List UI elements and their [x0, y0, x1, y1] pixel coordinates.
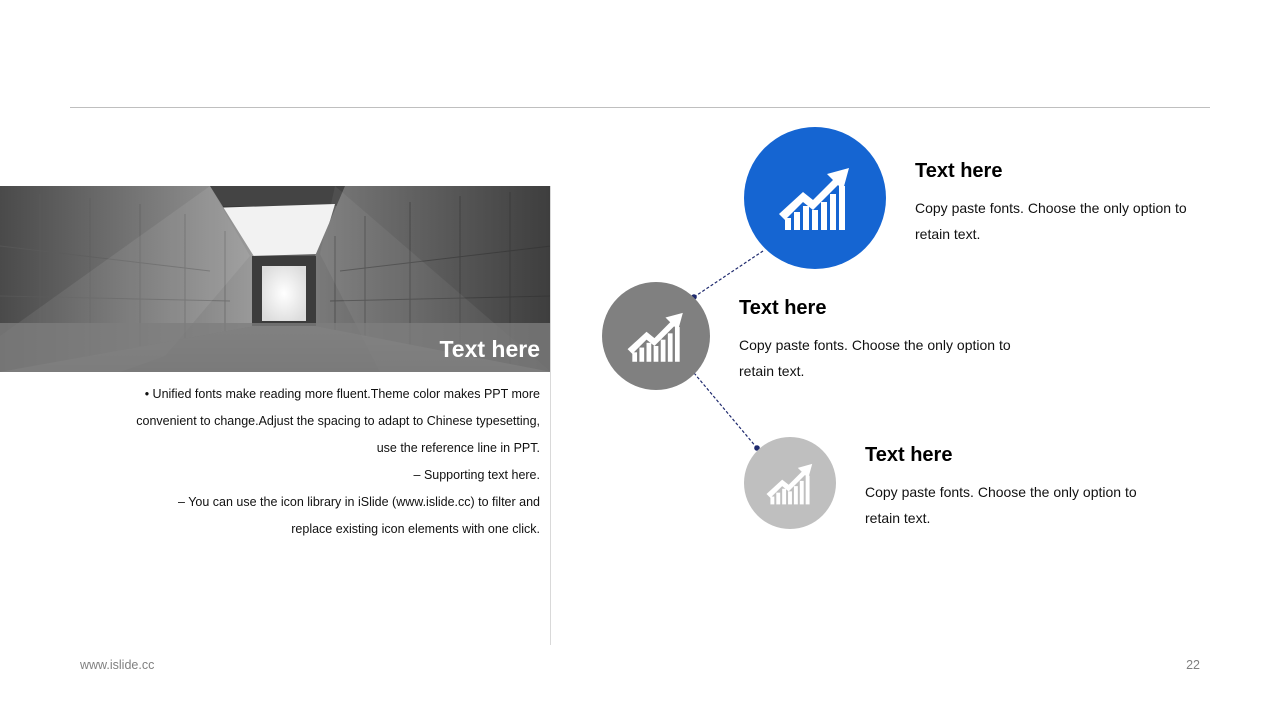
item-body-line: retain text. — [739, 363, 805, 379]
bullet-line: – You can use the icon library in iSlide (www.islide.cc) to filter and — [178, 495, 540, 509]
page-number: 22 — [1186, 658, 1200, 672]
item-body-line: Copy paste fonts. Choose the only option to — [915, 200, 1187, 216]
item-body-line: Copy paste fonts. Choose the only option to — [865, 484, 1137, 500]
photo-caption: Text here — [439, 336, 540, 362]
growth-circle-tertiary — [744, 437, 836, 529]
bullet-line: – Supporting text here. — [413, 468, 540, 482]
item-title: Text here — [915, 160, 1003, 182]
item-body — [915, 195, 1187, 247]
item-body-line: retain text. — [865, 510, 931, 526]
growth-chart-icon — [777, 162, 853, 234]
item-title: Text here — [739, 297, 827, 319]
footer-website[interactable]: www.islide.cc — [80, 658, 155, 672]
connector-line-bottom — [694, 373, 757, 448]
bullet-line: replace existing icon elements with one click. — [291, 522, 540, 536]
item-body-line: Copy paste fonts. Choose the only option to — [739, 337, 1011, 353]
growth-chart-icon — [765, 460, 815, 507]
bullet-line: use the reference line in PPT. — [376, 441, 540, 455]
growth-chart-icon — [626, 308, 686, 365]
item-body — [865, 479, 1137, 531]
growth-circle-primary — [744, 127, 886, 269]
bullet-line: convenient to change.Adjust the spacing to adapt to Chinese typesetting, — [136, 414, 540, 428]
item-title: Text here — [865, 444, 953, 466]
bullet-line: • Unified fonts make reading more fluent.Theme color makes PPT more — [144, 387, 540, 401]
connector-line-top — [694, 251, 763, 297]
item-body-line: retain text. — [915, 226, 981, 242]
growth-circle-secondary — [602, 282, 710, 390]
item-body — [739, 332, 1011, 384]
